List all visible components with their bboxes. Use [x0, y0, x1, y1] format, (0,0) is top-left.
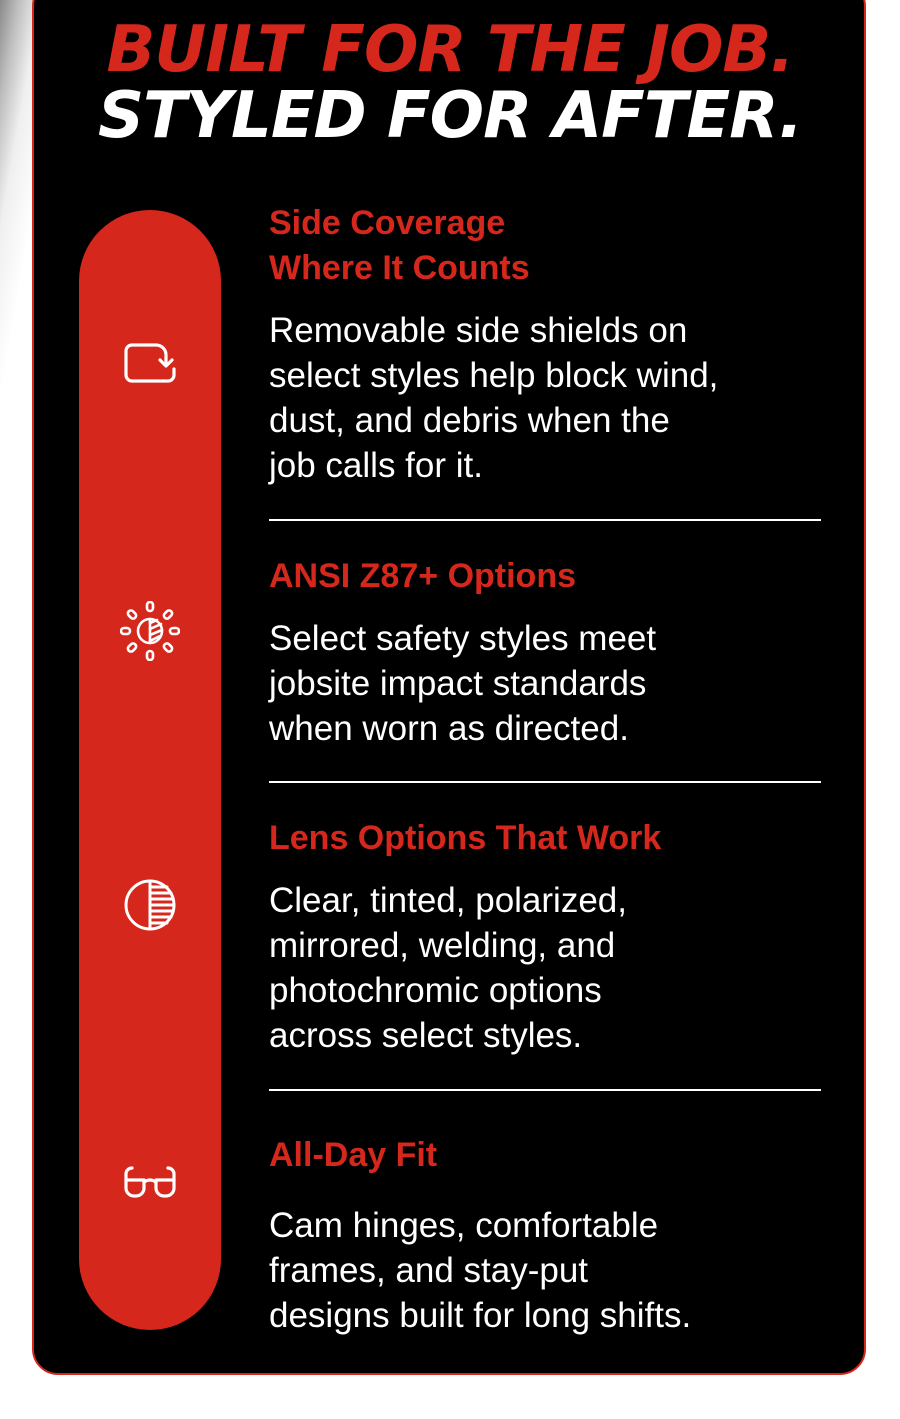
half-tone-circle-icon: [120, 875, 180, 935]
feature-description: Select safety styles meet jobsite impact standards when worn as directed.: [269, 619, 657, 748]
feature-side-coverage: [269, 201, 829, 488]
headline-line-2: STYLED FOR AFTER.: [97, 79, 803, 153]
feature-all-day-fit: [269, 1133, 829, 1338]
rotate-frame-icon: [120, 331, 180, 391]
divider: [269, 519, 821, 521]
feature-lens-options: [269, 816, 829, 1058]
headline: [32, 13, 868, 153]
feature-title: ANSI Z87+ Options: [269, 557, 576, 595]
divider: [269, 1089, 821, 1091]
divider: [269, 781, 821, 783]
glasses-icon: [120, 1152, 180, 1212]
feature-title: Lens Options That Work: [269, 819, 662, 857]
feature-title: Side Coverage Where It Counts: [269, 204, 530, 287]
feature-title: All-Day Fit: [269, 1136, 438, 1174]
feature-ansi-z87: [269, 554, 829, 751]
feature-description: Removable side shields on select styles help block wind, dust, and debris when the job calls for it.: [269, 311, 719, 485]
headline-line-1: BUILT FOR THE JOB.: [106, 13, 794, 87]
feature-description: Clear, tinted, polarized, mirrored, welding, and photochromic options across select styles.: [269, 881, 627, 1055]
sun-shield-icon: [120, 601, 180, 661]
feature-description: Cam hinges, comfortable frames, and stay-put designs built for long shifts.: [269, 1206, 692, 1335]
